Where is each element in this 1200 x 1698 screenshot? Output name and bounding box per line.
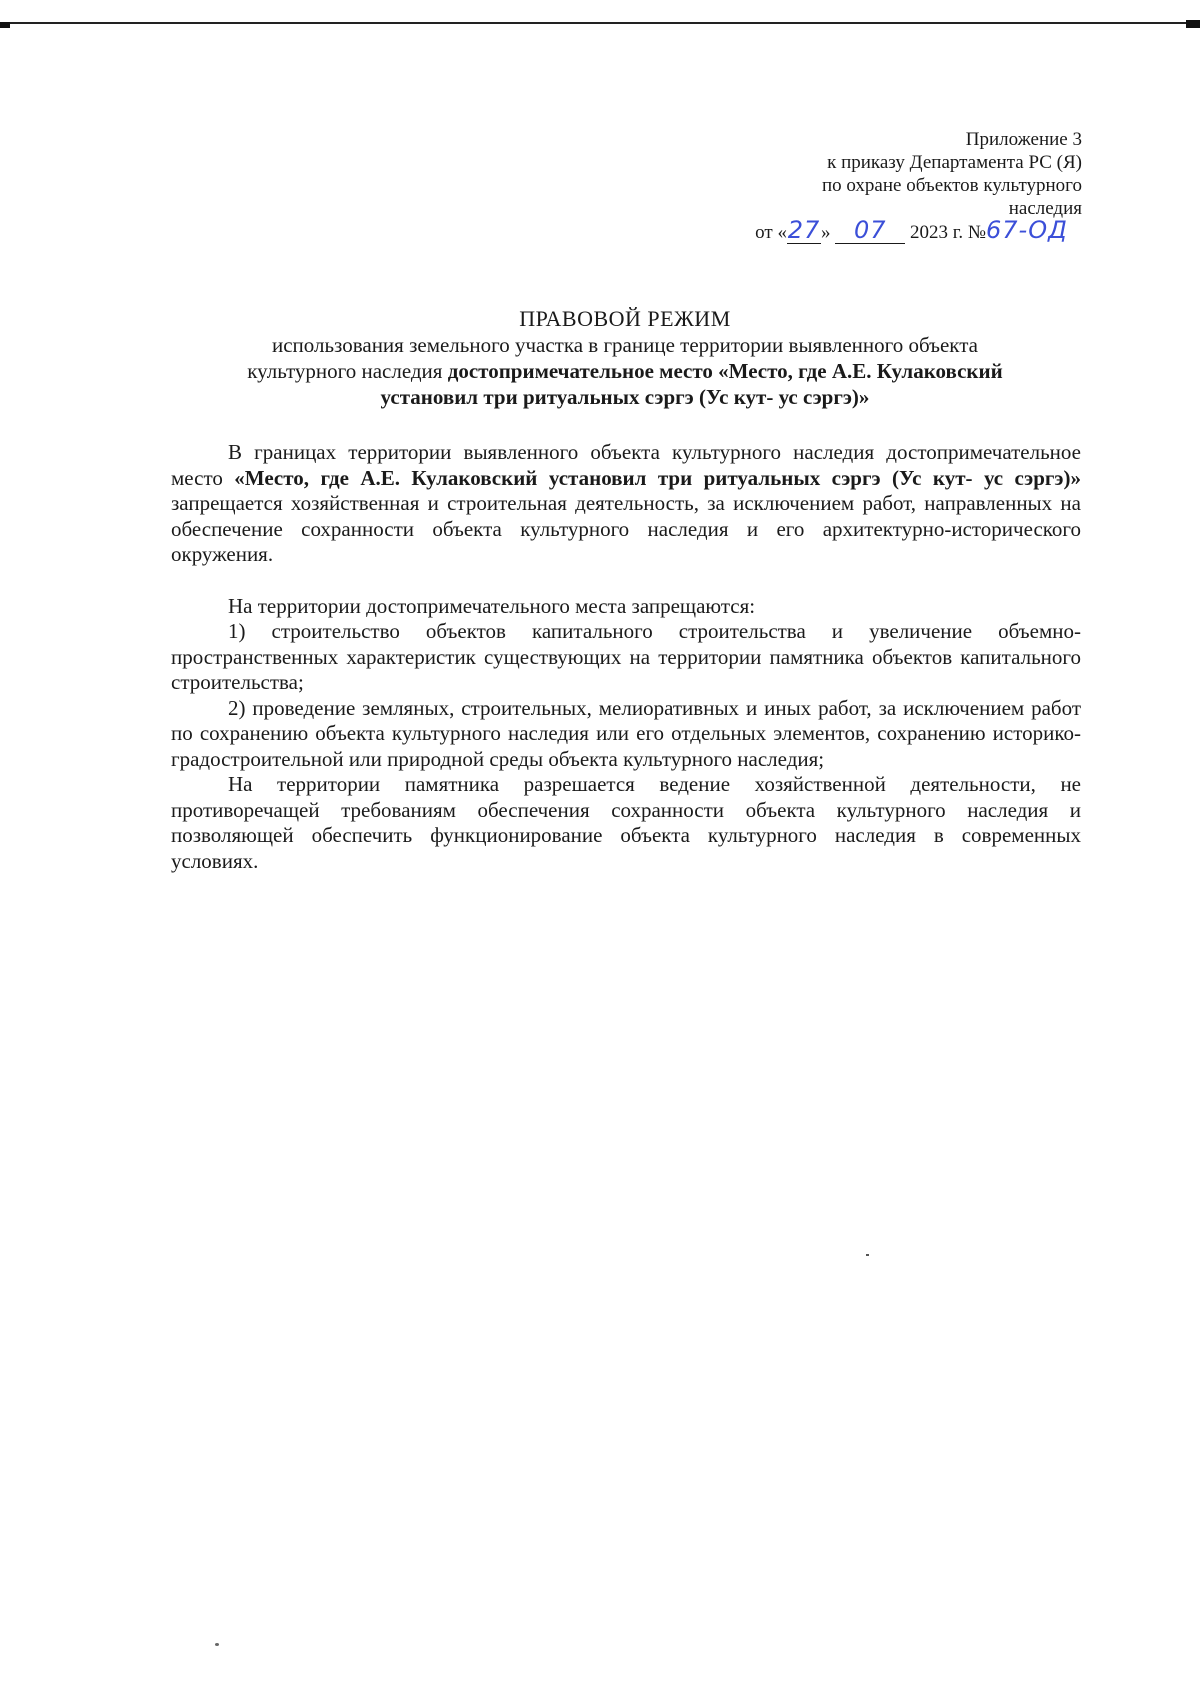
title-line-3-plain: культурного наследия [247,359,448,383]
paragraph-1-end: запрещается хозяйственная и строительная деятельность, за исключением работ, направленных на обеспечение сохранности объекта культурного наследия и его архитектурно-исторического окружения. [171,491,1081,566]
scan-top-edge [0,22,1200,24]
paragraph-1-start: В границах территории выявленного объекта культурного наследия достопримечательное место [171,440,1081,490]
paragraph-prohibition [171,440,1081,568]
date-month-handwritten: 07 [853,216,887,244]
date-prefix: от « [755,222,787,243]
appendix-header [702,128,1082,244]
scan-corner-mark-right [1186,20,1200,28]
appendix-heritage: наследия [1008,198,1082,219]
order-number-blank [986,216,1082,244]
list-item-1: 1) строительство объектов капитального строительства и увеличение объемно-пространственных характеристик существующих на территории памятника объектов капитального строительства; [171,619,1081,694]
document-body [171,440,1081,874]
paragraph-permitted: На территории памятника разрешается ведение хозяйственной деятельности, не противоречащей требованиям обеспечения сохранности объекта культурного наследия и позволяющей обеспечить функционирование объекта культурного наследия в современных условиях. [171,772,1081,873]
date-day-handwritten: 27 [787,216,821,244]
appendix-department: по охране объектов культурного [821,175,1082,196]
appendix-order-ref: к приказу Департамента РС (Я) [827,152,1082,173]
date-day-blank [787,216,821,244]
title-line-4-bold: установил три ритуальных сэргэ (Ус кут- ус сэргэ)» [380,385,870,409]
paragraph-gap [171,568,1081,594]
scan-corner-mark-left [0,22,10,28]
document-title [170,306,1080,410]
order-date-line [702,216,1082,244]
title-line-2: использования земельного участка в границе территории выявленного объекта [271,333,978,357]
title-main: ПРАВОВОЙ РЕЖИМ [519,306,731,331]
title-line-4 [170,384,1080,410]
appendix-number: Приложение 3 [965,129,1082,150]
date-mid: » [820,222,831,243]
title-line-3 [170,358,1080,384]
paragraph-1-site-name: «Место, где А.Е. Кулаковский установил три ритуальных сэргэ (Ус кут- ус сэргэ)» [234,465,1081,490]
list-item-2: 2) проведение земляных, строительных, мелиоративных и иных работ, за исключением работ по сохранению объекта культурного наследия или его отдельных элементов, сохранению историко-градостроительной или природной среды объекта культурного наследия; [171,695,1081,771]
scan-speck [215,1643,219,1646]
date-year-text: 2023 г. № [909,222,986,243]
paragraph-prohibited-intro: На территории достопримечательного места запрещаются: [228,593,756,618]
order-number-handwritten: 67-ОД [986,216,1068,244]
title-line-3-bold: достопримечательное место «Место, где А.Е. Кулаковский [447,359,1003,383]
date-month-blank [835,216,905,244]
scan-speck [866,1254,869,1256]
